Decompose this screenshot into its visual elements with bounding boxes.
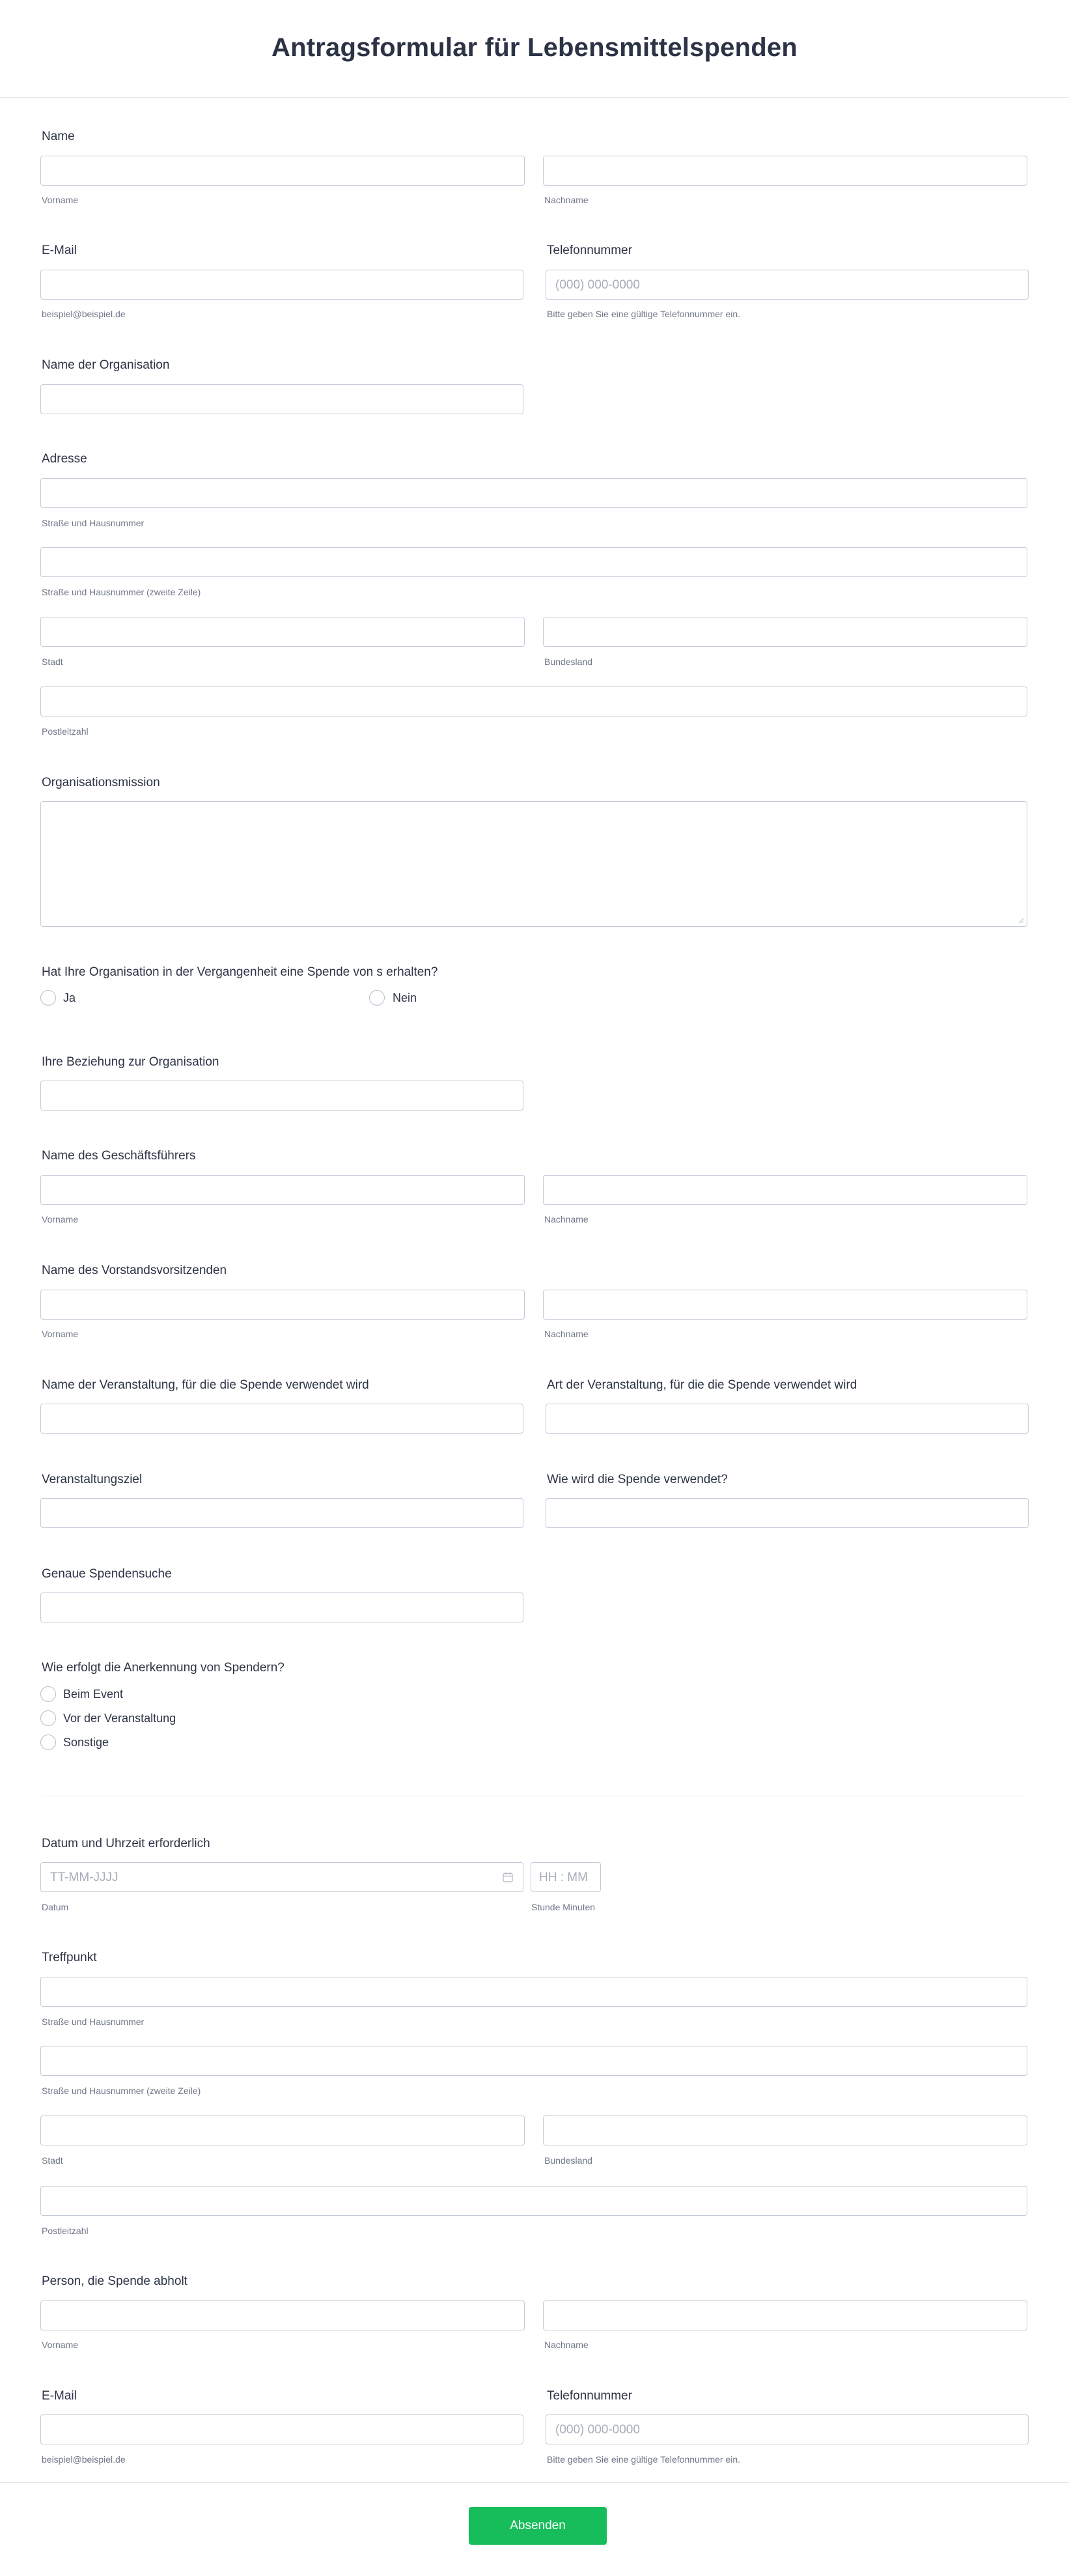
chair-first-sublabel: Vorname (42, 1329, 79, 1339)
form-title: Antragsformular für Lebensmittelspenden (271, 33, 798, 62)
radio-nein-label: Nein (393, 991, 417, 1004)
address-street-sublabel: Straße und Hausnummer (42, 518, 145, 528)
phone-label: Telefonnummer (547, 244, 632, 257)
last-name-input[interactable] (543, 156, 1027, 186)
address-city-input[interactable] (40, 617, 525, 647)
address-state-sublabel: Bundesland (544, 657, 592, 667)
radio-ja-label: Ja (63, 991, 76, 1004)
mission-textarea[interactable] (40, 801, 1027, 927)
event-type-label: Art der Veranstaltung, für die die Spende verwendet wird (547, 1378, 857, 1392)
pickup-last-name-input[interactable] (543, 2300, 1027, 2330)
radio-ja[interactable] (40, 990, 56, 1006)
radio-beim-event[interactable] (40, 1686, 56, 1702)
date-sublabel: Datum (42, 1902, 69, 1912)
radio-sonstige[interactable] (40, 1734, 56, 1750)
submit-button[interactable]: Absenden (469, 2507, 607, 2545)
org-name-label: Name der Organisation (42, 358, 170, 372)
pickup-person-label: Person, die Spende abholt (42, 2274, 187, 2288)
phone2-label: Telefonnummer (547, 2389, 632, 2403)
chair-first-name-input[interactable] (40, 1290, 525, 1320)
mission-label: Organisationsmission (42, 776, 160, 789)
relationship-input[interactable] (40, 1081, 523, 1111)
address-city-sublabel: Stadt (42, 657, 63, 667)
address-zip-sublabel: Postleitzahl (42, 726, 89, 737)
meeting-city-sublabel: Stadt (42, 2155, 63, 2166)
phone-placeholder: (000) 000-0000 (555, 278, 640, 292)
time-placeholder: HH : MM (539, 1871, 588, 1884)
pickup-first-sublabel: Vorname (42, 2340, 79, 2350)
exact-request-label: Genaue Spendensuche (42, 1567, 172, 1581)
last-name-sublabel: Nachname (544, 195, 589, 205)
radio-beim-event-label: Beim Event (63, 1688, 124, 1701)
radio-nein[interactable] (369, 990, 385, 1006)
meeting-state-input[interactable] (543, 2116, 1027, 2145)
datetime-label: Datum und Uhrzeit erforderlich (42, 1837, 210, 1850)
address-street2-input[interactable] (40, 547, 1027, 577)
email2-sublabel: beispiel@beispiel.de (42, 2454, 126, 2465)
meeting-point-label: Treffpunkt (42, 1951, 97, 1964)
email2-label: E-Mail (42, 2389, 77, 2403)
phone-sublabel: Bitte geben Sie eine gültige Telefonnummer ein. (547, 309, 741, 319)
pickup-last-sublabel: Nachname (544, 2340, 589, 2350)
ceo-last-sublabel: Nachname (544, 1214, 589, 1224)
chair-last-name-input[interactable] (543, 1290, 1027, 1320)
ceo-first-name-input[interactable] (40, 1175, 525, 1205)
event-type-input[interactable] (546, 1404, 1029, 1434)
phone2-input[interactable] (546, 2414, 1029, 2444)
phone2-sublabel: Bitte geben Sie eine gültige Telefonnummer ein. (547, 2454, 741, 2465)
meeting-city-input[interactable] (40, 2116, 525, 2145)
ceo-last-name-input[interactable] (543, 1175, 1027, 1205)
date-input[interactable] (40, 1862, 523, 1892)
event-goal-label: Veranstaltungsziel (42, 1473, 143, 1486)
address-label: Adresse (42, 452, 87, 466)
resize-handle-icon[interactable] (1018, 917, 1024, 924)
usage-label: Wie wird die Spende verwendet? (547, 1473, 728, 1486)
meeting-street-input[interactable] (40, 1977, 1027, 2007)
time-input[interactable] (531, 1862, 601, 1892)
ceo-label: Name des Geschäftsführers (42, 1149, 196, 1163)
relationship-label: Ihre Beziehung zur Organisation (42, 1055, 219, 1069)
recognition-label: Wie erfolgt die Anerkennung von Spendern? (42, 1661, 285, 1675)
meeting-street2-input[interactable] (40, 2046, 1027, 2076)
org-name-input[interactable] (40, 384, 523, 414)
event-goal-input[interactable] (40, 1498, 523, 1528)
past-donation-label: Hat Ihre Organisation in der Vergangenheit eine Spende von s erhalten? (42, 965, 438, 979)
email-input[interactable] (40, 270, 523, 300)
ceo-first-sublabel: Vorname (42, 1214, 79, 1224)
first-name-sublabel: Vorname (42, 195, 79, 205)
meeting-state-sublabel: Bundesland (544, 2155, 592, 2166)
form-header (0, 0, 1069, 98)
event-name-label: Name der Veranstaltung, für die die Spende verwendet wird (42, 1378, 369, 1392)
chair-last-sublabel: Nachname (544, 1329, 589, 1339)
usage-input[interactable] (546, 1498, 1029, 1528)
phone2-placeholder: (000) 000-0000 (555, 2423, 640, 2437)
radio-vor-der-veranstaltung-label: Vor der Veranstaltung (63, 1712, 176, 1725)
address-state-input[interactable] (543, 617, 1027, 647)
pickup-first-name-input[interactable] (40, 2300, 525, 2330)
chair-label: Name des Vorstandsvorsitzenden (42, 1264, 227, 1277)
event-name-input[interactable] (40, 1404, 523, 1434)
email-sublabel: beispiel@beispiel.de (42, 309, 126, 319)
radio-sonstige-label: Sonstige (63, 1736, 109, 1749)
footer-divider (0, 2482, 1069, 2483)
email2-input[interactable] (40, 2414, 523, 2444)
meeting-zip-input[interactable] (40, 2186, 1027, 2216)
name-label: Name (42, 130, 75, 143)
date-placeholder: TT-MM-JJJJ (50, 1871, 118, 1884)
meeting-zip-sublabel: Postleitzahl (42, 2226, 89, 2236)
calendar-icon[interactable] (502, 1871, 514, 1883)
phone-input[interactable] (546, 270, 1029, 300)
address-street2-sublabel: Straße und Hausnummer (zweite Zeile) (42, 587, 201, 597)
meeting-street-sublabel: Straße und Hausnummer (42, 2017, 145, 2027)
exact-request-input[interactable] (40, 1592, 523, 1622)
address-zip-input[interactable] (40, 686, 1027, 716)
meeting-street2-sublabel: Straße und Hausnummer (zweite Zeile) (42, 2086, 201, 2096)
address-street-input[interactable] (40, 478, 1027, 508)
email-label: E-Mail (42, 244, 77, 257)
time-sublabel: Stunde Minuten (531, 1902, 596, 1912)
radio-vor-der-veranstaltung[interactable] (40, 1710, 56, 1726)
first-name-input[interactable] (40, 156, 525, 186)
